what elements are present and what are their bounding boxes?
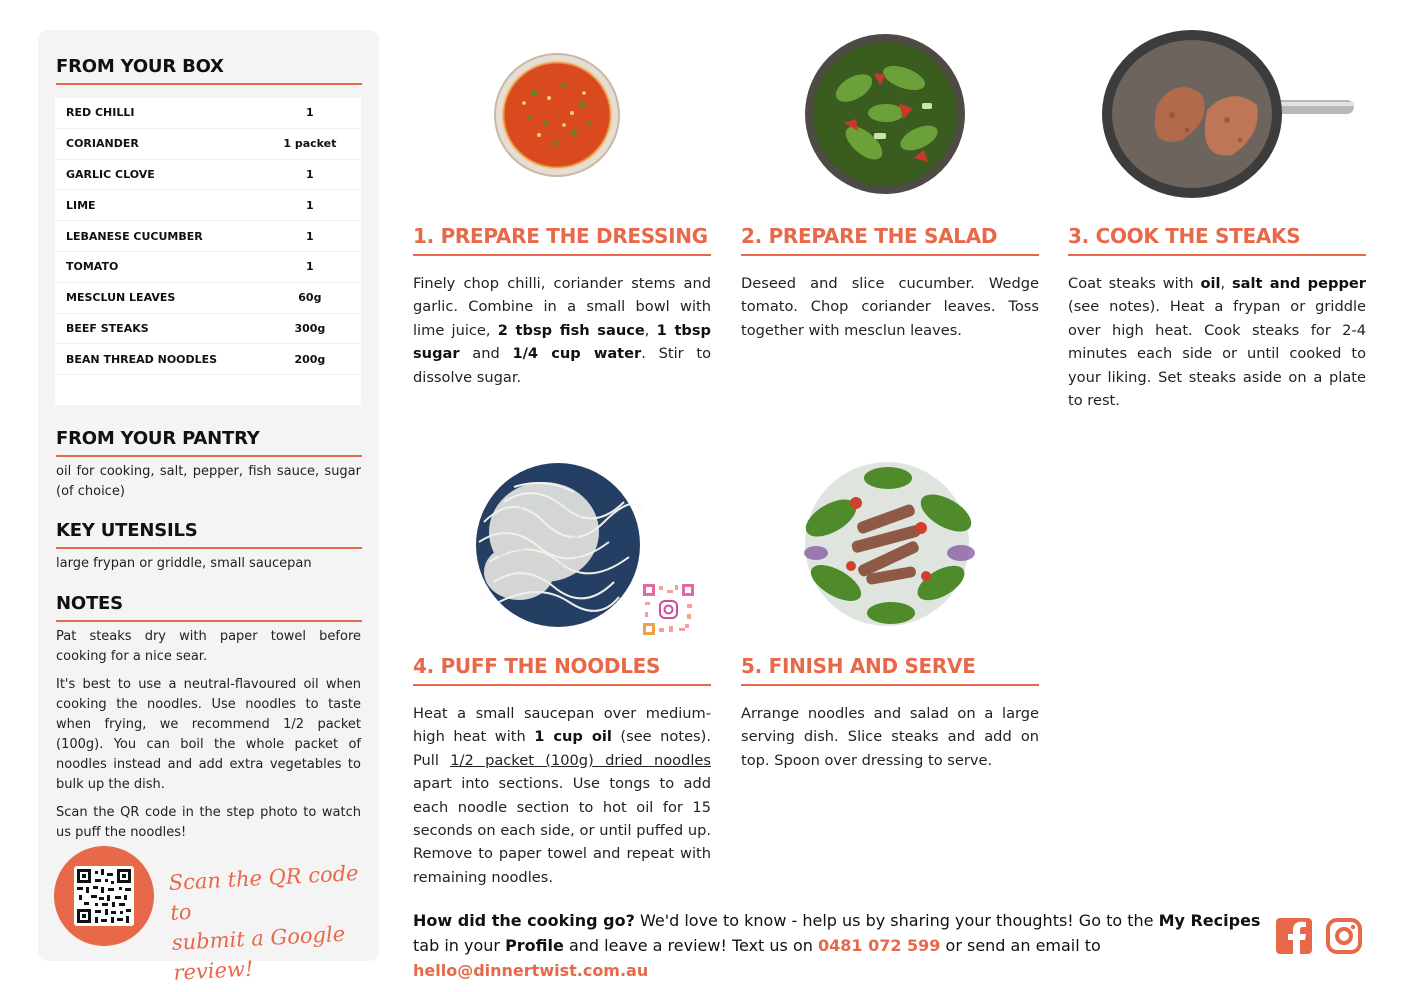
table-row bbox=[55, 98, 361, 129]
note-paragraph: It's best to use a neutral-flavoured oil when cooking the noodles. Use noodles to taste when frying, we recommend 1/2 packet (100g). You can boil the whole packet of noodles instead and add extra vegetables to bulk up the dish. bbox=[56, 677, 361, 792]
step-text: and bbox=[459, 345, 513, 363]
step-title: 4. PUFF THE NOODLES bbox=[413, 654, 711, 686]
footer-question: How did the cooking go? bbox=[413, 911, 635, 930]
table-row bbox=[55, 344, 361, 375]
box-ingredients-table bbox=[55, 98, 361, 405]
step-underline: 1/2 packet (100g) dried noodles bbox=[450, 751, 712, 769]
from-your-box-heading: FROM YOUR BOX bbox=[56, 56, 362, 85]
step-text: (see notes). Pull bbox=[413, 728, 711, 769]
step-text: , bbox=[644, 321, 657, 339]
ingredient-qty: 1 packet bbox=[283, 137, 337, 151]
step-title: 5. FINISH AND SERVE bbox=[741, 654, 1039, 686]
dressing-bowl-photo bbox=[494, 53, 620, 181]
step-text: , bbox=[1220, 275, 1232, 292]
ingredient-qty: 1 bbox=[306, 229, 314, 243]
note-paragraph: Pat steaks dry with paper towel before cooking for a nice sear. bbox=[56, 629, 361, 664]
ingredient-name: LEBANESE CUCUMBER bbox=[66, 229, 203, 243]
step-body bbox=[413, 702, 711, 889]
step-1 bbox=[413, 224, 711, 389]
instagram-qr-icon[interactable] bbox=[641, 582, 696, 641]
footer-bold: My Recipes bbox=[1158, 911, 1261, 930]
step-title: 2. PREPARE THE SALAD bbox=[741, 224, 1039, 256]
footer-text: We'd love to know - help us by sharing your thoughts! Go to the bbox=[634, 911, 1159, 930]
step-text: Coat steaks with bbox=[1068, 275, 1201, 292]
ingredient-qty: 1 bbox=[306, 260, 314, 274]
ingredient-name: MESCLUN LEAVES bbox=[66, 291, 176, 305]
notes-list bbox=[56, 627, 361, 851]
step-title: 3. COOK THE STEAKS bbox=[1068, 224, 1366, 256]
step-text: apart into sections. Use tongs to add each noodle section to hot oil for 15 seconds on each side, or until puffed up. Remove to paper towel and repeat with remaining noodles. bbox=[413, 775, 711, 886]
step-text: Finely chop chilli, coriander stems and garlic. Combine in a small bowl with lime juice, bbox=[413, 275, 711, 339]
notes-heading: NOTES bbox=[56, 593, 362, 622]
step-body: Arrange noodles and salad on a large serving dish. Slice steaks and add on top. Spoon over dressing to serve. bbox=[741, 705, 1039, 769]
step-body bbox=[1068, 272, 1366, 412]
table-row bbox=[55, 252, 361, 283]
step-3 bbox=[1068, 224, 1366, 412]
table-row bbox=[55, 283, 361, 314]
sidebar bbox=[38, 30, 379, 985]
ingredient-name: TOMATO bbox=[66, 260, 119, 274]
facebook-icon[interactable] bbox=[1276, 918, 1312, 954]
step-bold: salt and pepper bbox=[1231, 275, 1366, 292]
phone-link[interactable]: 0481 072 599 bbox=[817, 936, 941, 955]
ingredient-qty: 1 bbox=[306, 198, 314, 212]
step-bold: 1 cup oil bbox=[534, 728, 612, 746]
ingredient-qty: 300g bbox=[294, 321, 326, 335]
step-body bbox=[413, 272, 711, 389]
table-row bbox=[55, 160, 361, 191]
step-bold: 2 tbsp fish sauce bbox=[497, 321, 645, 339]
ingredient-name: GARLIC CLOVE bbox=[66, 167, 155, 181]
google-review-qr-badge[interactable] bbox=[54, 846, 154, 946]
step-4 bbox=[413, 654, 711, 889]
feedback-footer bbox=[413, 908, 1263, 983]
step-text: Heat a small saucepan over medium-high heat with bbox=[413, 705, 711, 746]
step-title: 1. PREPARE THE DRESSING bbox=[413, 224, 711, 256]
step-bold: 1 tbsp sugar bbox=[413, 321, 712, 363]
utensils-text: large frypan or griddle, small saucepan bbox=[56, 556, 312, 571]
ingredient-name: BEAN THREAD NOODLES bbox=[66, 352, 218, 366]
step-5 bbox=[741, 654, 1039, 772]
footer-text: tab in your bbox=[413, 936, 506, 955]
qr-caption bbox=[168, 858, 374, 988]
table-row bbox=[55, 129, 361, 160]
table-row bbox=[55, 221, 361, 252]
puffed-noodles-photo bbox=[474, 462, 642, 632]
step-2 bbox=[741, 224, 1039, 342]
step-text: . Stir to dissolve sugar. bbox=[413, 345, 711, 386]
table-row bbox=[55, 190, 361, 221]
note-paragraph: Scan the QR code in the step photo to watch us puff the noodles! bbox=[56, 805, 361, 840]
step-text: (see notes). Heat a frypan or griddle over high heat. Cook steaks for 2-4 minutes each side or until cooked to your liking. Set steaks aside on a plate to rest. bbox=[1068, 298, 1366, 410]
instagram-icon[interactable] bbox=[1326, 918, 1362, 954]
footer-bold: Profile bbox=[505, 936, 564, 955]
from-your-pantry-heading: FROM YOUR PANTRY bbox=[56, 428, 362, 457]
salad-bowl-photo bbox=[804, 33, 966, 199]
email-link[interactable]: hello@dinnertwist.com.au bbox=[413, 961, 649, 980]
frypan-steaks-photo bbox=[1102, 30, 1357, 202]
ingredient-name: RED CHILLI bbox=[66, 106, 135, 120]
key-utensils-heading: KEY UTENSILS bbox=[56, 520, 362, 549]
ingredient-qty: 1 bbox=[306, 167, 314, 181]
ingredient-name: CORIANDER bbox=[66, 137, 139, 151]
footer-text: or send an email to bbox=[940, 936, 1101, 955]
qr-caption-line: Scan the QR code to bbox=[168, 861, 360, 925]
step-bold: oil bbox=[1200, 275, 1221, 292]
step-body: Deseed and slice cucumber. Wedge tomato. Chop coriander leaves. Toss together with mesclun leaves. bbox=[741, 275, 1039, 339]
step-bold: 1/4 cup water bbox=[512, 345, 642, 363]
ingredient-name: LIME bbox=[66, 198, 96, 212]
qr-code-icon bbox=[74, 866, 134, 926]
table-row bbox=[55, 314, 361, 345]
ingredient-qty: 60g bbox=[298, 291, 322, 305]
finished-dish-photo bbox=[796, 458, 978, 634]
qr-caption-line: submit a Google review! bbox=[171, 921, 346, 985]
pantry-text: oil for cooking, salt, pepper, fish sauce, sugar (of choice) bbox=[56, 464, 361, 499]
ingredient-qty: 1 bbox=[306, 106, 314, 120]
ingredient-name: BEEF STEAKS bbox=[66, 321, 149, 335]
footer-text: and leave a review! Text us on bbox=[563, 936, 818, 955]
ingredient-qty: 200g bbox=[294, 352, 326, 366]
